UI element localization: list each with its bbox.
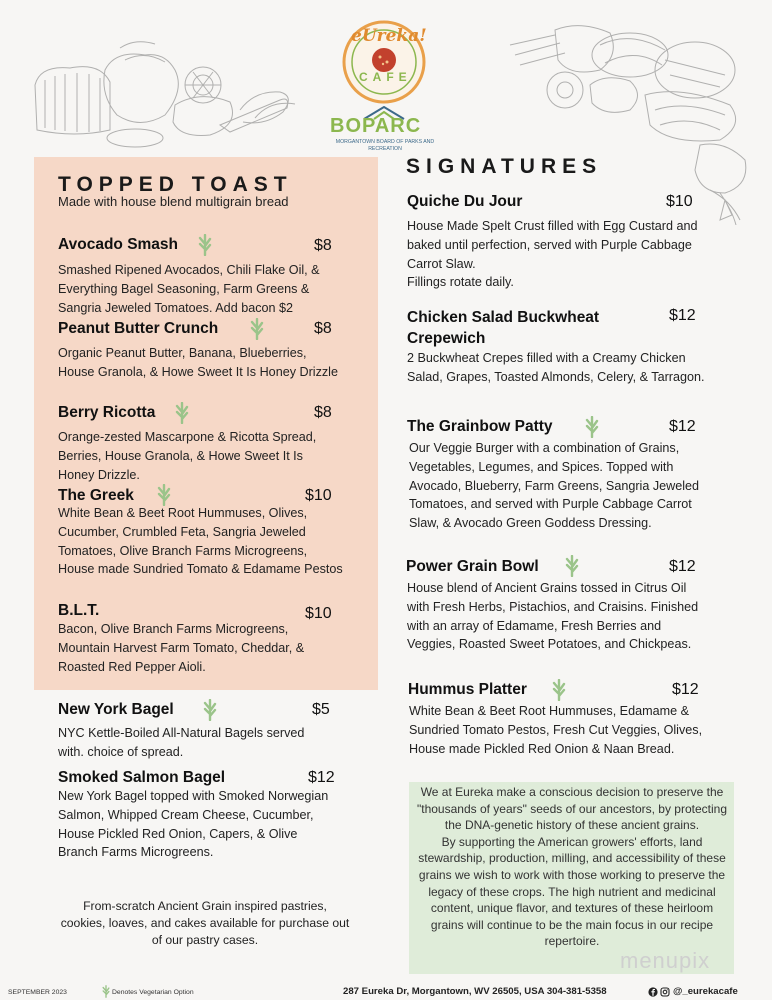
topped-toast-subtitle: Made with house blend multigrain bread (58, 194, 289, 209)
logo-boparc-sub: MORGANTOWN BOARD OF PARKS AND RECREATION (335, 139, 435, 152)
eureka-cafe-logo (329, 12, 439, 152)
menu-item-name: B.L.T. (58, 602, 100, 619)
vegetarian-leaf-icon (552, 679, 566, 701)
menu-item-price: $8 (314, 320, 332, 337)
watermark: menupix (620, 948, 711, 973)
menu-item-price: $8 (314, 237, 332, 254)
footer-address: 287 Eureka Dr, Morgantown, WV 26505, USA 304-381-5358 (343, 986, 607, 997)
menu-item-price: $12 (308, 769, 335, 786)
signatures-title: SIGNATURES (406, 155, 603, 178)
menu-item-price: $10 (305, 487, 332, 504)
footer-veg-note: Denotes Vegetarian Option (112, 989, 194, 996)
menu-item-description: Bacon, Olive Branch Farms Microgreens, Mountain Harvest Farm Tomato, Cheddar, & Roasted Red Pepper Aioli. (58, 622, 305, 674)
menu-item-price: $5 (312, 701, 330, 718)
menu-item-name: Avocado Smash (58, 236, 179, 253)
menu-item-name: The Greek (58, 487, 134, 504)
menu-item-name: Berry Ricotta (58, 404, 156, 421)
menu-item-description: House blend of Ancient Grains tossed in Citrus Oil with Fresh Herbs, Pistachios, and Craisins. Finished with an array of Edamame, Fresh Berries and Veggies, Roasted Sweet Potatoes, and Chickpeas. (407, 581, 699, 652)
logo-eureka-text: eUreka! (351, 26, 427, 46)
menu-item-description: House Made Spelt Crust filled with Egg Custard and baked until perfection, served with Purple Cabbage Carrot Slaw. Fillings rotate daily. (407, 219, 698, 290)
menu-item-name: Smoked Salmon Bagel (58, 769, 226, 786)
vegetarian-leaf-icon (175, 402, 189, 424)
logo-cafe-text: CAFE (359, 70, 412, 84)
menu-item-name: The Grainbow Patty (407, 418, 553, 435)
pastry-note: From-scratch Ancient Grain inspired pastries, cookies, loaves, and cakes available for purchase out of our pastry cases. (60, 899, 350, 947)
menu-item-price: $10 (666, 193, 693, 210)
menu-item-description: Orange-zested Mascarpone & Ricotta Spread, Berries, House Granola, & Howe Sweet It Is Honey Drizzle. (58, 430, 317, 482)
menu-item-description: White Bean & Beet Root Hummuses, Edamame & Sundried Tomato Pestos, Fresh Cut Veggies, Olives, House made Pickled Red Onion & Naan Bread. (409, 704, 703, 756)
vegetarian-leaf-icon (250, 318, 264, 340)
menu-item-name: Peanut Butter Crunch (58, 320, 219, 337)
menu-item-price: $12 (669, 558, 696, 575)
menu-item-description: 2 Buckwheat Crepes filled with a Creamy Chicken Salad, Grapes, Toasted Almonds, Celery, & Tarragon. (407, 351, 705, 384)
menu-item-name: New York Bagel (58, 701, 174, 718)
footer-date: SEPTEMBER 2023 (8, 989, 67, 996)
vegetarian-leaf-icon (565, 555, 579, 577)
facebook-icon (648, 987, 658, 997)
vegetarian-leaf-icon (102, 985, 110, 998)
menu-item-description: Our Veggie Burger with a combination of Grains, Vegetables, Legumes, and Spices. Topped with Avocado, Blueberry, Farm Greens, Sangria Jeweled Tomatoes, and served with Purple Cabbage Carrot Slaw, & Avocado Green Goddess Dressing. (409, 441, 700, 531)
vegetarian-leaf-icon (203, 699, 217, 721)
menu-item-description: Organic Peanut Butter, Banana, Blueberries, House Granola, & Howe Sweet It Is Honey Drizzle (58, 346, 338, 379)
menu-item-price: $12 (669, 307, 696, 324)
vegetarian-leaf-icon (198, 234, 212, 256)
menu-item-price: $8 (314, 404, 332, 421)
mission-statement: We at Eureka make a conscious decision to preserve the "thousands of years" seeds of our ancestors, by protecting the DNA-genetic history of these ancient grains. By supporting the American growers' efforts, land stewardship, production, milling, and accessibility of these grains we wish to work with those working to preserve the legacy of these crops. The high nutrient and medicinal content, unique flavor, and textures of these heirloom grains will continue to be the main focus in our recipe repertoire. (416, 785, 728, 949)
menu-item-price: $12 (672, 681, 699, 698)
vegetarian-leaf-icon (585, 416, 599, 438)
menu-item-description: New York Bagel topped with Smoked Norwegian Salmon, Whipped Cream Cheese, Cucumber, House Pickled Red Onion, Capers, & Olive Branch Farms Microgreens. (58, 789, 329, 860)
menu-item-price: $10 (305, 605, 332, 622)
menu-item-description: White Bean & Beet Root Hummuses, Olives, Cucumber, Crumbled Feta, Sangria Jeweled Tomatoes, Olive Branch Farms Microgreens, House made Sundried Tomato & Edamame Pestos (58, 506, 343, 577)
menu-item-name: Quiche Du Jour (407, 193, 523, 210)
menu-item-price: $12 (669, 418, 696, 435)
vegetarian-leaf-icon (157, 484, 171, 506)
menu-item-name: Chicken Salad Buckwheat Crepewich (407, 309, 600, 347)
topped-toast-title: TOPPED TOAST (58, 173, 293, 196)
menu-item-name: Hummus Platter (408, 681, 527, 698)
logo-boparc-text: BOPARC (330, 115, 422, 137)
menu-item-description: Smashed Ripened Avocados, Chili Flake Oil, & Everything Bagel Seasoning, Farm Greens & Sangria Jeweled Tomatoes. Add bacon $2 (58, 263, 320, 315)
menu-item-name: Power Grain Bowl (406, 558, 539, 575)
menu-item-description: NYC Kettle-Boiled All-Natural Bagels served with. choice of spread. (58, 726, 305, 759)
instagram-icon (660, 987, 670, 997)
footer-social-handle: @_eurekacafe (673, 986, 738, 997)
bread-sketch-left (25, 30, 315, 155)
